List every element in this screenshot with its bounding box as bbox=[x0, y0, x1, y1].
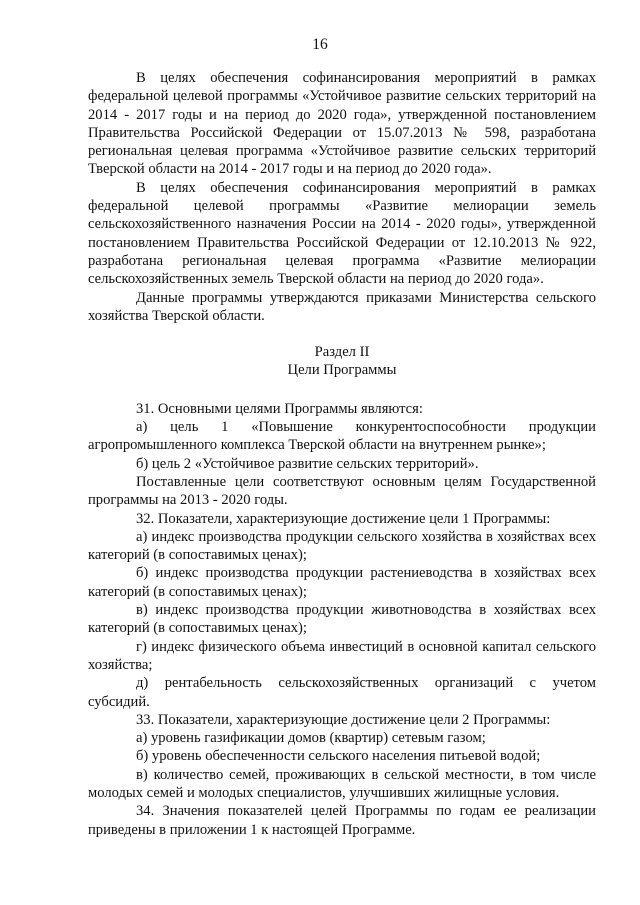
paragraph-34: 34. Значения показателей целей Программы по годам ее реализации приведены в приложении 1 к настоящей Программе. bbox=[88, 803, 596, 838]
paragraph-33-a: а) уровень газификации домов (квартир) сетевым газом; bbox=[136, 730, 486, 747]
paragraph-32-b: б) индекс производства продукции растениеводства в хозяйствах всех категорий (в сопоставимых ценах); bbox=[88, 565, 596, 600]
paragraph-33-b: б) уровень обеспеченности сельского населения питьевой водой; bbox=[136, 748, 541, 765]
paragraph-31-note: Поставленные цели соответствуют основным целям Государственной программы на 2013 - 2020 годы. bbox=[88, 473, 596, 509]
document-body bbox=[88, 69, 596, 839]
page-number: 16 bbox=[312, 36, 328, 53]
paragraph-31-heading: 31. Основными целями Программы являются: bbox=[136, 400, 423, 417]
section-heading bbox=[88, 343, 596, 380]
paragraph-32-e: д) рентабельность сельскохозяйственных организаций с учетом субсидий. bbox=[88, 675, 596, 710]
paragraph-31-goal-2: б) цель 2 «Устойчивое развитие сельских территорий». bbox=[136, 455, 479, 472]
section-title: Цели Программы bbox=[287, 362, 397, 379]
paragraph-33-heading: 33. Показатели, характеризующие достижение цели 2 Программы: bbox=[136, 711, 551, 728]
paragraph-33-c: в) количество семей, проживающих в сельской местности, в том числе молодых семей и молодых специалистов, улучшивших жилищные условия. bbox=[88, 766, 596, 801]
section-number: Раздел II bbox=[314, 344, 370, 361]
paragraph-intro-1: В целях обеспечения софинансирования мероприятий в рамках федеральной целевой программы «Устойчивое развитие сельских территорий на 2014 - 2017 годы и на период до 2020 года», утвержденной постановлением Правительства Российской Федерации от 15.07.2013 № 598, разработана региональная целевая программа «Устойчивое развитие сельских территорий Тверской области на 2014 - 2017 годы и на период до 2020 года». bbox=[88, 70, 596, 178]
paragraph-32-d: г) индекс физического объема инвестиций в основной капитал сельского хозяйства; bbox=[88, 638, 596, 673]
paragraph-intro-2: В целях обеспечения софинансирования мероприятий в рамках федеральной целевой программы «Развитие мелиорации земель сельскохозяйственного назначения России на 2014 - 2020 годы», утвержденной постановлением Правительства Российской Федерации от 12.10.2013 № 922, разработана региональная целевая программа «Развитие мелиорации сельскохозяйственных земель Тверской области на период до 2020 года». bbox=[88, 179, 596, 288]
paragraph-31-goal-1: а) цель 1 «Повышение конкурентоспособности продукции агропромышленного комплекса Тверской области на внутреннем рынке»; bbox=[88, 419, 596, 454]
paragraph-32-c: в) индекс производства продукции животноводства в хозяйствах всех категорий (в сопоставимых ценах); bbox=[88, 602, 596, 637]
paragraph-intro-3: Данные программы утверждаются приказами Министерства сельского хозяйства Тверской области. bbox=[88, 289, 596, 324]
paragraph-32-a: а) индекс производства продукции сельского хозяйства в хозяйствах всех категорий (в сопоставимых ценах); bbox=[88, 528, 596, 564]
paragraph-32-heading: 32. Показатели, характеризующие достижение цели 1 Программы: bbox=[136, 510, 551, 527]
